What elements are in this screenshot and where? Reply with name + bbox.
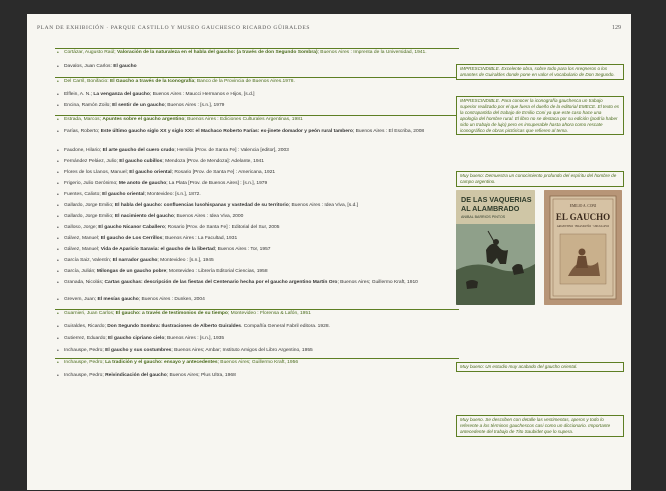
entry-title: El gaucho y sus costumbres	[105, 348, 172, 353]
entry-author: Galloso, Jorge;	[64, 225, 99, 230]
entry-author: Davalos, Juan Carlos:	[64, 64, 114, 69]
entry-title: El nacimiento del gaucho	[114, 214, 174, 219]
entry-publisher: ; Montevideo: [s.n.], 1872.	[144, 192, 201, 197]
entry-publisher: ; Buenos Aires : El Escriba, 2008	[352, 129, 425, 134]
entry-author: García Saiz, Valentín;	[64, 258, 113, 263]
entry-title: Valoración de la naturaleza en el habla del gaucho: (a través de don Segundo Sombra)	[117, 50, 318, 55]
entry-author: Inchauspe, Pedro;	[64, 348, 106, 353]
entry-title: El gaucho oriental	[102, 192, 145, 197]
entry-publisher: ; Banco de la Provincia de Buenos Aires.1978.	[194, 79, 295, 84]
entry-author: Flores de los Llanos, Manuel;	[64, 170, 130, 175]
entry-author: Faudone, Hilario;	[64, 148, 103, 153]
entry-publisher: ; Buenos Aires; Guillermo Kraft, 1910	[337, 280, 418, 285]
entry-title: El gaucho	[113, 64, 137, 69]
bibliography-entry	[57, 203, 432, 210]
cover-subtitle: ARGENTINO · BRASILEÑO · URUGUAYO	[556, 225, 610, 228]
entry-title: El gaucho: a través de testimonios de su tiempo	[115, 311, 228, 316]
entry-publisher: ; Montevideo : Librería Editorial Ciencias, 1958	[166, 269, 268, 274]
highlight-rule	[55, 77, 459, 78]
entry-publisher: ; Buenos Aires : [s.n.], 1935	[164, 336, 225, 341]
highlight-rule	[55, 358, 459, 359]
running-title: PLAN DE EXHIBICIÓN · PARQUE CASTILLO Y MUSEO GAUCHESCO RICARDO GÜIRALDES	[37, 25, 310, 31]
entry-publisher: ; Buenos Aires : Dunken, 2004	[138, 297, 205, 302]
entry-author: Fuentes, Calixto;	[64, 192, 103, 197]
cover-title-line1: DE LAS VAQUERIAS	[461, 195, 532, 204]
entry-publisher: ; Rosario [Prov. de Santa Fe] : Americana, 1921	[171, 170, 276, 175]
entry-author: Elflein, A. N.;	[64, 92, 94, 97]
bibliography-entry	[57, 280, 432, 287]
highlight-rule	[55, 115, 459, 116]
entry-title: El Gaucho a través de la Iconografía	[109, 79, 195, 84]
entry-publisher: ; Hersilia [Prov. de Santa Fe] : Valencia [editor], 2003	[174, 148, 289, 153]
annotation-note: Muy bueno: Un estudio muy acabado del gaucho oriental.	[456, 362, 624, 372]
entry-author: Guiraldes, Ricardo;	[64, 324, 108, 329]
entry-publisher: ; La Plata [Prov. de Buenos Aires] : [s.n.], 1979	[166, 181, 268, 186]
bibliography-entry	[57, 92, 432, 99]
entry-publisher: ; Buenos Aires : Ediciones Culturales Argentinas, 1981	[184, 117, 303, 122]
entry-title: El gaucho oriental	[129, 170, 172, 175]
entry-publisher: ; Rosario [Prov. de Santa Fe] : Editorial del Sur, 2005	[164, 225, 280, 230]
entry-author: Farías, Roberto;	[64, 129, 101, 134]
bibliography-entry	[57, 348, 432, 355]
entry-publisher: ; Buenos Aires : La Facultad, 1931	[162, 236, 238, 241]
entry-title: Me anoto de gaucho	[118, 181, 167, 186]
entry-title: Reivindicación del gaucho	[105, 373, 167, 378]
entry-publisher: . Compañía General Fabril editora. 1928.	[241, 324, 330, 329]
bibliography-entry	[57, 117, 432, 124]
entry-title: El gaucho Nicanor Caballero	[98, 225, 165, 230]
cover-author: ANIBAL BARRIOS PINTOS	[461, 215, 506, 219]
document-page	[27, 14, 631, 490]
bibliography-entry	[57, 103, 432, 110]
bibliography-entry	[57, 269, 432, 276]
bibliography-entry	[57, 170, 432, 177]
entry-publisher: ; Buenos Aires; Ambar; Instituto Amigos del Libro Argentino, 1955	[171, 348, 313, 353]
entry-author: Gallardo, Jorge Emilio;	[64, 203, 115, 208]
entry-publisher: ; Buenos Aires : Imprenta de la Universidad, 1941.	[317, 50, 427, 55]
entry-publisher: ; Montevideo : Florensa & Lafón, 1951	[227, 311, 311, 316]
bibliography-entry	[57, 79, 432, 86]
annotation-note: IMPRESCINDIBLE. Excelente obra, sobre todo para los Areqneros o los amantes de Guiraldes donde pone en valor el vocabulario de Don Segundo.	[456, 64, 624, 80]
entry-publisher: ; Buenos Aires; Plus Ultra, 1968	[166, 373, 236, 378]
bibliography-entry	[57, 258, 432, 265]
entry-author: Granada, Nicolás;	[64, 280, 105, 285]
bibliography-entry	[57, 64, 432, 71]
entry-publisher: ; Buenos Aires; Guillermo Kraft, 1956	[217, 360, 299, 365]
highlight-rule	[55, 48, 459, 49]
entry-title: Vida de Aparicio Saravia: el gaucho de la libertad	[100, 247, 215, 252]
entry-title: El habla del gaucho: confluencias lusohispanas y vastedad de su territorio	[114, 203, 289, 208]
bibliography-entry	[57, 50, 432, 57]
entry-author: Guarnieri, Juan Carlos;	[64, 311, 116, 316]
bibliography-entry	[57, 373, 432, 380]
entry-author: Fernández Peláez, Julio;	[64, 159, 120, 164]
entry-author: Gutierrez, Eduardo;	[64, 336, 109, 341]
entry-author: Estrada, Marcos;	[64, 117, 103, 122]
entry-author: Grevem, Juan;	[64, 297, 98, 302]
bibliography-entry	[57, 297, 432, 304]
page-header	[37, 25, 621, 39]
entry-author: García, Julián;	[64, 269, 97, 274]
annotation-note: Muy bueno: Demuestra un conocimiento profundo del espíritu del hombre de campo argentino.	[456, 171, 624, 187]
entry-title: El arte gaucho del cuero crudo	[102, 148, 175, 153]
bibliography-entry	[57, 236, 432, 243]
bibliography-entry	[57, 324, 432, 331]
bibliography-entry	[57, 214, 432, 221]
cover-title-line2: AL ALAMBRADO	[461, 204, 520, 213]
bibliography-entry	[57, 181, 432, 188]
bibliography-entry	[57, 225, 432, 232]
entry-title: El gaucho de Los Cerrillos	[100, 236, 163, 241]
entry-publisher: ; Buenos Aires : Tor, 1957	[214, 247, 271, 252]
entry-author: Encina, Ramón Zoilo;	[64, 103, 113, 108]
entry-title: Cartas gauchas: descripción de las fiestas del Centenario hecha por el gaucho argentino Martín Oro	[104, 280, 338, 285]
entry-title: El gaucho cubillos	[119, 159, 163, 164]
entry-title: Milongas de un gaucho pobre	[96, 269, 167, 274]
entry-author: Frigerio, Julio Gerónimo;	[64, 181, 119, 186]
bibliography-entry	[57, 129, 432, 136]
bibliography-entry	[57, 311, 432, 318]
entry-author: Gálvez, Manuel;	[64, 236, 101, 241]
entry-title: La venganza del gaucho	[93, 92, 150, 97]
bibliography-entry	[57, 159, 432, 166]
entry-publisher: ; Buenos Aires : Maucci Hermanos e Hijos, [s.d.]	[149, 92, 255, 97]
entry-publisher: ; Montevideo : [s.n.], 1945	[157, 258, 214, 263]
entry-author: Cortázar, Augusto Raúl;	[64, 50, 118, 55]
bibliography-entry	[57, 360, 432, 367]
bibliography-entry	[57, 148, 432, 155]
annotation-note: IMPRESCINDIBLE. Para conocer la iconografía gauchesca un trabajo superior realizado por el que fuera el dueño de la editorial EMECE. El texto es la contrapartida del trabajo de Emilio Coni ya que este caso hace una apología del hombre rural. El libro no se destaca por su edición (podría haber sido un trabajo de lujo) pero es insuperable hasta ahora como rescate iconográfico de obras pictóricas que refieren al tema.	[456, 96, 624, 135]
highlight-rule	[55, 309, 459, 310]
page-number: 129	[612, 25, 621, 31]
entry-title: El gaucho cipriano cielo	[108, 336, 165, 341]
book-cover-vaquerias	[456, 190, 535, 305]
annotation-note: Muy bueno. Se describen con detalle las vestimentas, aperos y todo lo referente a los términos gauchescos casi como un diccionario. Importante antecedente del trabajo de Tito Saubidet que lo supera.	[456, 415, 624, 437]
entry-author: Del Carril, Bonifacio:	[64, 79, 110, 84]
entry-publisher: ; Buenos Aires : Idea Viva, [s.d.]	[288, 203, 359, 208]
bibliography-entry	[57, 192, 432, 199]
cover-title: EL GAUCHO	[555, 212, 611, 222]
entry-title: La tradición y el gaucho: ensayo y antecedentes	[105, 360, 218, 365]
entry-publisher: ; Buenos Aires : [s.n.], 1979	[164, 103, 225, 108]
entry-title: Don Segundo Sombra: Ilustraciones de Alberto Guiraldes	[107, 324, 242, 329]
entry-author: Inchauspe, Pedro;	[64, 373, 106, 378]
entry-publisher: ; Mendoza [Prov. de Mendoza]: Adelante, 1941	[162, 159, 264, 164]
book-cover-el-gaucho	[544, 190, 622, 305]
bibliography-entry	[57, 247, 432, 254]
entry-title: El narrador gaucho	[112, 258, 158, 263]
bibliography-entry	[57, 336, 432, 343]
entry-title: Apuntes sobre el gaucho argentino	[102, 117, 185, 122]
entry-author: Inchauspe, Pedro;	[64, 360, 106, 365]
entry-author: Gálvez, Manuel;	[64, 247, 101, 252]
entry-title: El mesías gaucho	[97, 297, 139, 302]
entry-title: Este último gaucho siglo XX y siglo XXI: el Machaco Roberto Farías: ex-jinete domador y peón rural tambero	[100, 129, 353, 134]
entry-title: El sentir de un gaucho	[112, 103, 165, 108]
entry-author: Gallardo, Jorge Emilio;	[64, 214, 115, 219]
cover-author: EMILIO A. CONI	[569, 204, 597, 208]
entry-publisher: ; Buenos Aires : Idea Viva, 2000	[173, 214, 244, 219]
